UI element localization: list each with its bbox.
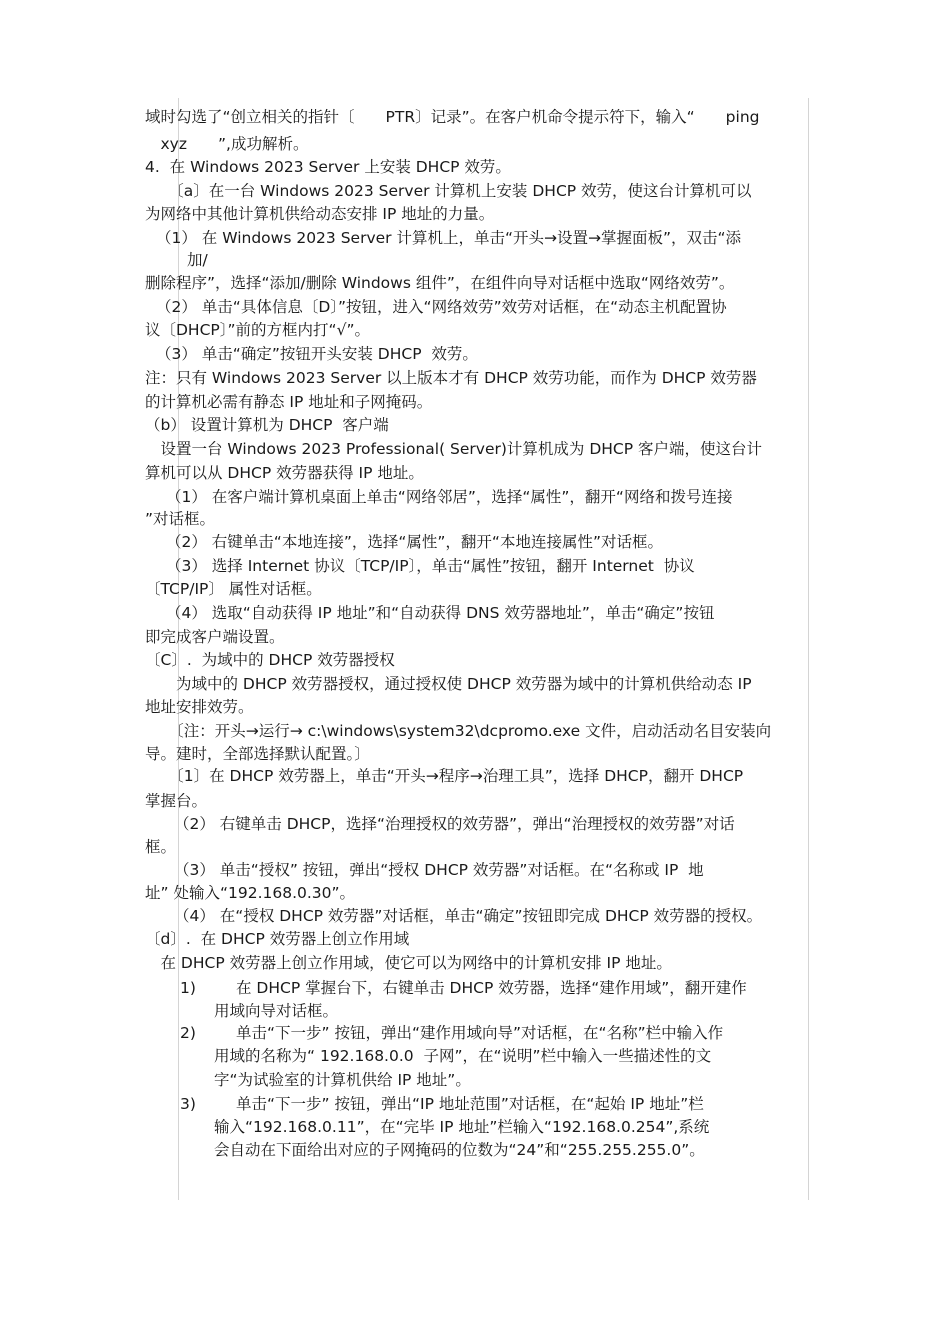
step-text-line: 用域的名称为“ 192.168.0.0 子网”，在“说明”栏中输入一些描述性的文 — [214, 1047, 712, 1065]
text-line: 议〔DHCP〕”前的方框内打“√”。 — [145, 321, 370, 339]
text-line: 〔1〕在 DHCP 效劳器上，单击“开头→程序→治理工具”，选择 DHCP，翻开 DHCP — [145, 767, 744, 785]
step-text-line: 字“为试验室的计算机供给 IP 地址”。 — [214, 1071, 471, 1089]
text-line: 〔注：开头→运行→ c:\windows\system32\dcpromo.exe 文件，启动活动名目安装向 — [145, 722, 772, 740]
text-line: 在 DHCP 效劳器上创立作用域，使它可以为网络中的计算机安排 IP 地址。 — [145, 954, 672, 972]
text-line: （2） 右键单击“本地连接”，选择“属性”，翻开“本地连接属性”对话框。 — [166, 533, 663, 551]
text-line: （1） 在客户端计算机桌面上单击“网络邻居”，选择“属性”，翻开“网络和拨号连接 — [166, 488, 733, 506]
text-line: xyz ”,成功解析。 — [145, 135, 309, 153]
text-line: 算机可以从 DHCP 效劳器获得 IP 地址。 — [145, 464, 424, 482]
text-line: 导。建时，全部选择默认配置。〕 — [145, 745, 370, 763]
step-text-line: 会自动在下面给出对应的子网掩码的位数为“24”和“255.255.255.0”。 — [214, 1141, 705, 1159]
text-line: 〔TCP/IP〕 属性对话框。 — [145, 580, 322, 598]
step-text-line: 在 DHCP 掌握台下，右键单击 DHCP 效劳器，选择“建作用域”，翻开建作 — [236, 979, 747, 997]
subsection-heading-c: 〔C〕. 为域中的 DHCP 效劳器授权 — [145, 651, 395, 669]
text-line: ”对话框。 — [145, 510, 216, 528]
text-line: 址” 处输入“192.168.0.30”。 — [145, 884, 356, 902]
text-line: 为网络中其他计算机供给动态安排 IP 地址的力量。 — [145, 205, 495, 223]
text-line: （3） 单击“授权” 按钮，弹出“授权 DHCP 效劳器”对话框。在“名称或 IP 地 — [174, 861, 704, 879]
subsection-heading-d: 〔d〕. 在 DHCP 效劳器上创立作用域 — [145, 930, 410, 948]
step-number: 1) — [180, 979, 196, 997]
text-line: （2） 单击“具体信息〔D〕”按钮，进入“网络效劳”效劳对话框，在“动态主机配置协 — [156, 298, 727, 316]
text-line: （2） 右键单击 DHCP，选择“治理授权的效劳器”，弹出“治理授权的效劳器”对话 — [174, 815, 735, 833]
note-line: 注：只有 Windows 2023 Server 以上版本才有 DHCP 效劳功能，而作为 DHCP 效劳器 — [145, 369, 757, 387]
step-text-line: 用域向导对话框。 — [214, 1002, 339, 1020]
text-line: 掌握台。 — [145, 792, 208, 810]
subsection-heading-b: （b） 设置计算机为 DHCP 客户端 — [145, 416, 389, 434]
text-line: 框。 — [145, 838, 177, 856]
text-line: （1） 在 Windows 2023 Server 计算机上，单击“开头→设置→掌握面板”，双击“添 — [156, 229, 742, 247]
text-line: 域时勾选了“创立相关的指针〔 PTR〕记录”。在客户机命令提示符下，输入“ ping — [145, 108, 760, 126]
step-number: 2) — [180, 1024, 196, 1042]
step-text-line: 输入“192.168.0.11”，在“完毕 IP 地址”栏输入“192.168.0.254”,系统 — [214, 1118, 710, 1136]
text-line: 为域中的 DHCP 效劳器授权，通过授权使 DHCP 效劳器为域中的计算机供给动态 IP — [145, 675, 752, 693]
text-line: 即完成客户端设置。 — [145, 628, 285, 646]
step-text-line: 单击“下一步” 按钮，弹出“IP 地址范围”对话框，在“起始 IP 地址”栏 — [236, 1095, 704, 1113]
note-line: 的计算机必需有静态 IP 地址和子网掩码。 — [145, 393, 433, 411]
text-line: （4） 选取“自动获得 IP 地址”和“自动获得 DNS 效劳器地址”，单击“确定”按钮 — [166, 604, 715, 622]
section-heading-4: 4. 在 Windows 2023 Server 上安装 DHCP 效劳。 — [145, 158, 511, 176]
text-line: 加/ — [156, 251, 208, 269]
text-line: 〔a〕在一台 Windows 2023 Server 计算机上安装 DHCP 效劳，使这台计算机可以 — [145, 182, 752, 200]
step-number: 3) — [180, 1095, 196, 1113]
text-line: 删除程序”，选择“添加/删除 Windows 组件”，在组件向导对话框中选取“网络效劳”。 — [145, 274, 735, 292]
text-line: （3） 单击“确定”按钮开头安装 DHCP 效劳。 — [156, 345, 478, 363]
text-line: （3） 选择 Internet 协议〔TCP/IP〕，单击“属性”按钮，翻开 Internet 协议 — [166, 557, 695, 575]
text-line: 设置一台 Windows 2023 Professional( Server)计算机成为 DHCP 客户端，使这台计 — [145, 440, 763, 458]
text-line: （4） 在“授权 DHCP 效劳器”对话框，单击“确定”按钮即完成 DHCP 效劳器的授权。 — [174, 907, 763, 925]
text-line: 地址安排效劳。 — [145, 698, 254, 716]
step-text-line: 单击“下一步” 按钮，弹出“建作用域向导”对话框，在“名称”栏中输入作 — [236, 1024, 724, 1042]
